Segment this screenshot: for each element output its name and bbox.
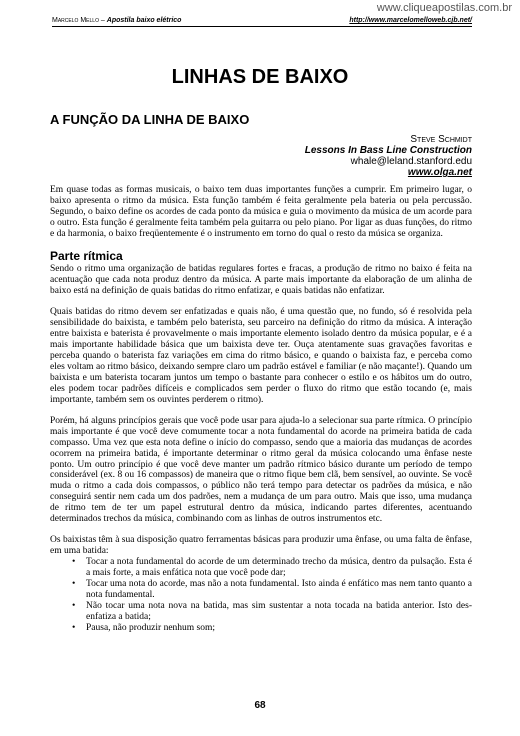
header-separator: – xyxy=(98,17,107,24)
watermark: www.cliqueapostilas.com.br xyxy=(376,2,512,14)
bullet-icon: • xyxy=(72,557,76,568)
paragraph-3: Porém, há alguns princípios gerais que você pode usar para ajuda-lo a selecionar sua parte rítmica. O princípio mais importante é que você deve comumente tocar a nota fundamental do acorde na primeira batida de cada compasso. Uma vez que esta nota define o início do compasso, sendo que a maioria das mudanças de acordes ocorrem na primeira batida, é importante determinar o ritmo geral da música colocando uma ênfase neste ponto. Um outro princípio é que você deve manter um padrão rítmico básico durante um período de tempo considerável (ex. 8 ou 16 compassos) de maneira que o ritmo fique bem clã, bem sensível, ao ouvinte. Se você muda o ritmo a cada dois compassos, o público não terá tempo para detectar os padrões da música, e não conseguirá sentir nem cada um dos padrões, nem a mudança de um para outro. Mais que isso, uma mudança de ritmo tem de ter um papel estrutural dentro da música, indicando partes diferentes, acentuando determinados trechos da música, combinando com as linhas de outros instrumentos etc. xyxy=(50,415,472,525)
paragraph-2: Quais batidas do ritmo devem ser enfatizadas e quais não, é uma questão que, no fundo, só é resolvida pela sensibilidade do baixista, e também pelo baterista, seu parceiro na definição do ritmo da música. A interação entre baixista e baterista é provavelmente o mais importante elemento isolado dentro da música popular, e é a mais importante habilidade básica que um baixista deve ter. Ouça atentamente suas gravações favoritas e perceba quando o baterista faz variações em cima do ritmo básico, e quando o baixista faz, e perceba como eles voltam ao ritmo básico, deixando sempre claro um padrão estável e familiar (e não maçante!). Quando um baixista e um baterista tocaram juntos um tempo o bastante para conhecer o estilo e os hábitos um do outro, eles podem tocar padrões difíceis e complicados sem perder o fluxo do ritmo que estão tocando (e, mais importante, também sem os ouvintes perderem o ritmo). xyxy=(50,307,472,405)
header-url-link[interactable]: http://www.marcelomelloweb.cjb.net/ xyxy=(349,17,472,24)
page-title: LINHAS DE BAIXO xyxy=(171,66,349,88)
byline-email: whale@leland.stanford.edu xyxy=(350,156,472,167)
list-item xyxy=(72,557,472,579)
list-item-text: Tocar a nota fundamental do acorde de um determinado trecho da música, dentro da pulsação. Esta é a mais forte, a mais enfática nota que você pode dar; xyxy=(86,557,472,579)
list-item xyxy=(72,601,472,623)
bullet-icon: • xyxy=(72,600,76,611)
byline-site-link[interactable]: www.olga.net xyxy=(407,167,472,178)
byline-author: Steve Schmidt xyxy=(410,134,472,145)
bullet-icon: • xyxy=(72,579,76,590)
section-heading: A FUNÇÃO DA LINHA DE BAIXO xyxy=(50,112,250,127)
byline-work-title: Lessons In Bass Line Construction xyxy=(304,145,472,156)
list-item-text: Tocar uma nota do acorde, mas não a nota fundamental. Isto ainda é enfático mas nem tanto quanto a nota fundamental. xyxy=(86,579,472,600)
tools-list xyxy=(50,557,472,633)
list-item xyxy=(72,579,472,601)
list-item xyxy=(72,623,472,634)
header-left xyxy=(52,17,181,24)
header-book-title: Apostila baixo elétrico xyxy=(106,17,182,24)
running-header xyxy=(52,17,472,27)
bullet-icon: • xyxy=(72,622,76,633)
page-number: 68 xyxy=(254,700,266,711)
byline xyxy=(305,134,472,178)
article-body xyxy=(50,185,472,634)
list-item-text: Não tocar uma nota nova na batida, mas sim sustentar a nota tocada na batida anterior. Isto des-enfatiza a batida; xyxy=(86,600,472,622)
list-item-text: Pausa, não produzir nenhum som; xyxy=(86,622,216,633)
header-author: Marcelo Mello xyxy=(52,17,99,24)
paragraph-1: Sendo o ritmo uma organização de batidas regulares fortes e fracas, a produção de ritmo no baixo é feita na acentuação que cada nota produz dentro da música. A parte mais importante da elaboração de um alinha de baixo está na definição de quais batidas do ritmo enfatizar, e quais batidas não enfatizar. xyxy=(50,264,472,296)
subheading-rhythm: Parte rítmica xyxy=(50,249,123,264)
paragraph-intro: Em quase todas as formas musicais, o baixo tem duas importantes funções a cumprir. Em primeiro lugar, o baixo apresenta o ritmo da música. Esta função também é feita geralmente pela bateria ou pela percussão. Segundo, o baixo define os acordes de cada ponto da música e guia o movimento da música de um acorde para o outro. Esta função é geralmente feita também pela guitarra ou pelo piano. Por ligar as duas funções, do ritmo e da harmonia, o baixo freqüentemente é o instrumento em torno do qual o resto da música se organiza. xyxy=(50,185,472,239)
paragraph-4: Os baixistas têm à sua disposição quatro ferramentas básicas para produzir uma ênfase, ou uma falta de ênfase, em uma batida: xyxy=(50,535,472,557)
